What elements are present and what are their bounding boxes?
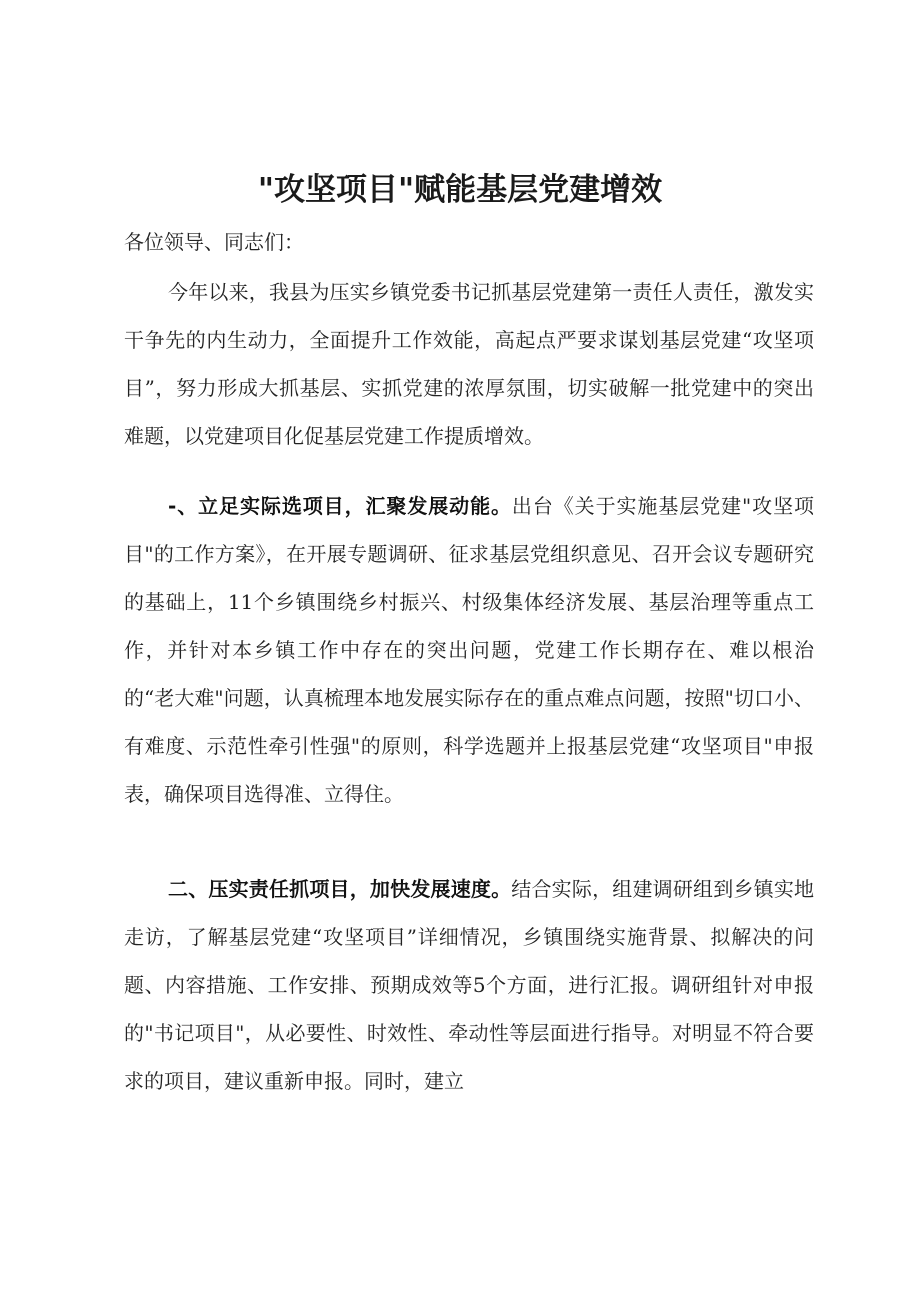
section-two-text: 结合实际，组建调研组到乡镇实地走访，了解基层党建“攻坚项目”详细情况，乡镇围绕实施背景、拟解决的问题、内容措施、工作安排、预期成效等5个方面，进行汇报。调研组针对申报的"书记项目"，从必要性、时效性、牵动性等层面进行指导。对明显不符合要求的项目，建议重新申报。同时，建立: [124, 877, 815, 1093]
paragraph-intro-text: 今年以来，我县为压实乡镇党委书记抓基层党建第一责任人责任，激发实干争先的内生动力，全面提升工作效能，高起点严要求谋划基层党建“攻坚项目”，努力形成大抓基层、实抓党建的浓厚氛围，切实破解一批党建中的突出难题，以党建项目化促基层党建工作提质增效。: [124, 280, 814, 448]
section-two-heading: 二、压实责任抓项目，加快发展速度。: [168, 877, 512, 901]
salutation: 各位领导、同志们：: [124, 230, 304, 254]
section-one-heading: -、立足实际选项目，汇聚发展动能。: [168, 494, 512, 518]
document-title: "攻坚项目"赋能基层党建增效: [257, 172, 663, 208]
paragraph-section-two: [124, 865, 814, 1105]
section-one-text: 出台《关于实施基层党建"攻坚项目"的工作方案》，在开展专题调研、征求基层党组织意见、召开会议专题研究的基础上，11个乡镇围绕乡村振兴、村级集体经济发展、基层治理等重点工作，并针对本乡镇工作中存在的突出问题，党建工作长期存在、难以根治的“老大难"问题，认真梳理本地发展实际存在的重点难点问题，按照"切口小、有难度、示范性牵引性强"的原则，科学选题并上报基层党建“攻坚项目"申报表，确保项目选得准、立得住。: [124, 494, 814, 806]
paragraph-section-one: [124, 482, 814, 818]
paragraph-intro: [124, 268, 814, 460]
